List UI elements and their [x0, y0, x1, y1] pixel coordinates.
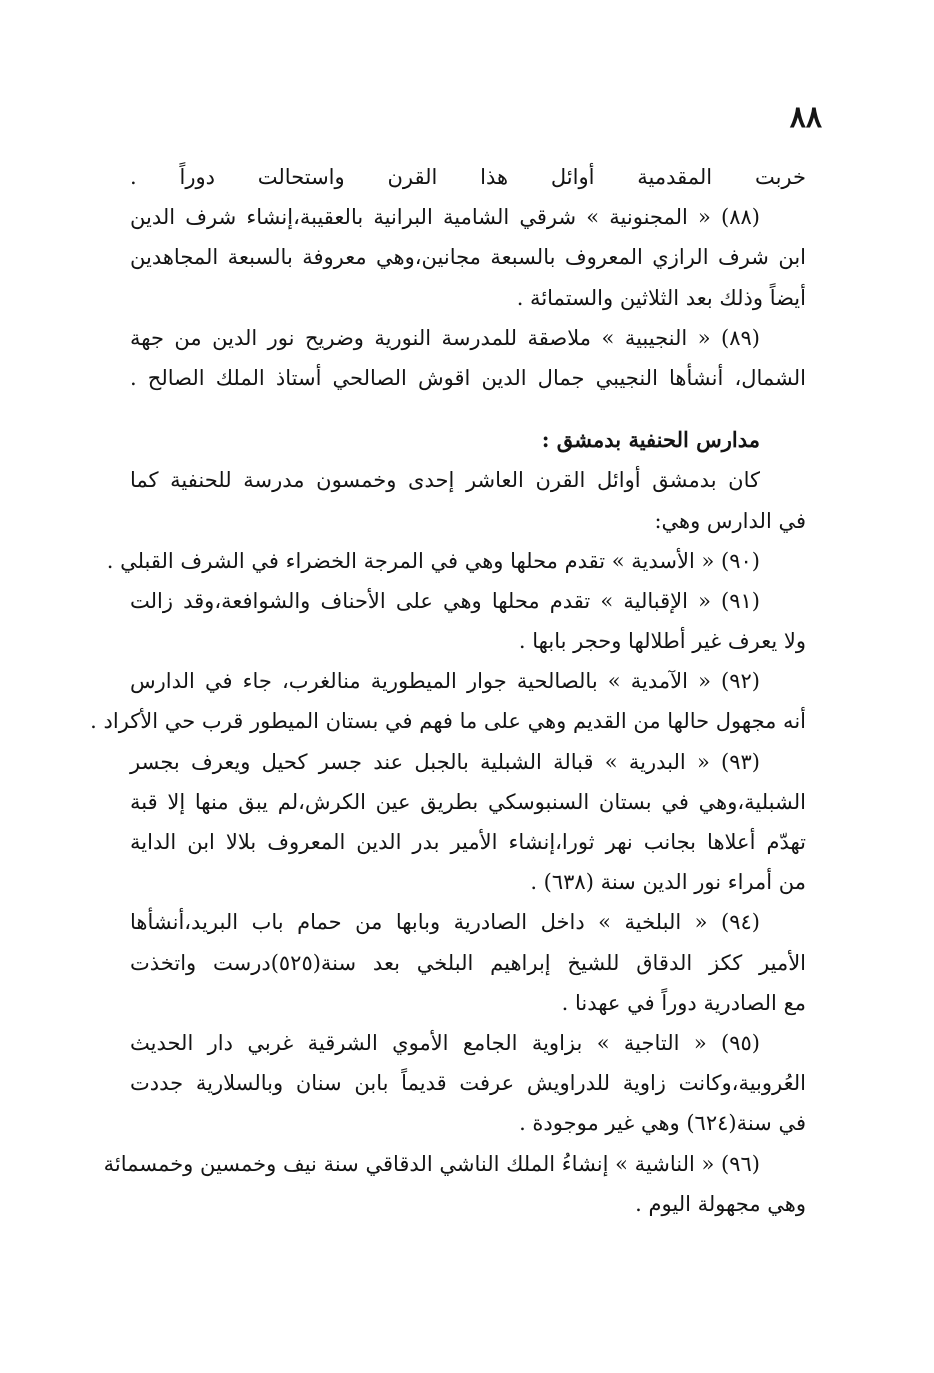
entry-93-line: (٩٣) « البدرية » قبالة الشبلية بالجبل عند جسر كحيل ويعرف بجسر: [130, 749, 760, 774]
entry-94-line: (٩٤) « البلخية » داخل الصادرية وبابها من حمام باب البريد،أنشأها: [130, 910, 760, 935]
entry-90-line: (٩٠) « الأسدية » تقدم محلها وهي في المرجة الخضراء في الشرف القبلي .: [106, 548, 760, 573]
intro-line: كان بدمشق أوائل القرن العاشر إحدى وخمسون مدرسة للحنفية كما: [130, 468, 760, 493]
entry-96-line: (٩٦) « الناشية » إنشاءُ الملك الناشي الدقاقي سنة نيف وخمسين وخمسمائة: [103, 1151, 760, 1176]
text-line: أيضاً وذلك بعد الثلاثين والستمائة .: [516, 285, 806, 310]
text-line: مع الصادرية دوراً في عهدنا .: [561, 990, 806, 1015]
text-line: تهدّم أعلاها بجانب نهر ثورا،إنشاء الأمير بدر الدين المعروف بلالا ابن الداية: [130, 830, 806, 854]
entry-89-line: (٨٩) « النجيبية » ملاصقة للمدرسة النورية وضريح نور الدين من جهة: [130, 325, 760, 350]
text-line: ولا يعرف غير أطلالها وحجر بابها .: [518, 629, 806, 654]
entry-92-line: (٩٢) « الآمدية » بالصالحية جوار الميطورية منالغرب، جاء في الدارس: [130, 669, 760, 694]
page-number: ٨٨: [789, 100, 822, 135]
text-line: أنه مجهول حالها من القديم وهي على ما فهم في بستان الميطور قرب حي الأكراد .: [90, 709, 806, 734]
text-line: ابن شرف الرازي المعروف بالسبعة مجانين،وهي معروفة بالسبعة المجاهدين: [130, 245, 806, 270]
text-line: وهي مجهولة اليوم .: [635, 1191, 806, 1216]
text-line: في سنة(٦٢٤) وهي غير موجودة .: [519, 1111, 806, 1136]
entry-91-line: (٩١) « الإقبالية » تقدم محلها وهي على الأحناف والشوافعة،وقد زالت: [130, 588, 760, 613]
text-line: من أمراء نور الدين سنة (٦٣٨) .: [530, 870, 806, 895]
page-body: [90, 157, 806, 1224]
entry-88-line: (٨٨) « المجنونية » شرقي الشامية البرانية بالعقيبة،إنشاء شرف الدين: [130, 205, 760, 230]
text-line: الشبلية،وهي في بستان السنبوسكي بطريق عين الكرش،لم يبق منها إلا قبة: [130, 789, 806, 814]
entry-95-line: (٩٥) « التاجية » بزاوية الجامع الأموي الشرقية غربي دار الحديث: [130, 1030, 760, 1055]
text-line: الشمال، أنشأها النجيبي جمال الدين اقوش الصالحي أستاذ الملك الصالح .: [130, 365, 806, 390]
text-line: الأمير ككز الدقاق للشيخ إبراهيم البلخي بعد سنة(٥٢٥)درست واتخذت: [130, 950, 806, 975]
section-spacer: [130, 398, 806, 420]
text-line: العُروبية،وكانت زاوية للدراويش عرفت قديماً بابن سنان وبالسلارية جددت: [130, 1071, 806, 1096]
section-heading: مدارس الحنفية بدمشق :: [541, 427, 760, 453]
text-line: خربت المقدمية أوائل هذا القرن واستحالت دوراً .: [130, 165, 806, 189]
text-line: في الدارس وهي:: [654, 508, 806, 533]
